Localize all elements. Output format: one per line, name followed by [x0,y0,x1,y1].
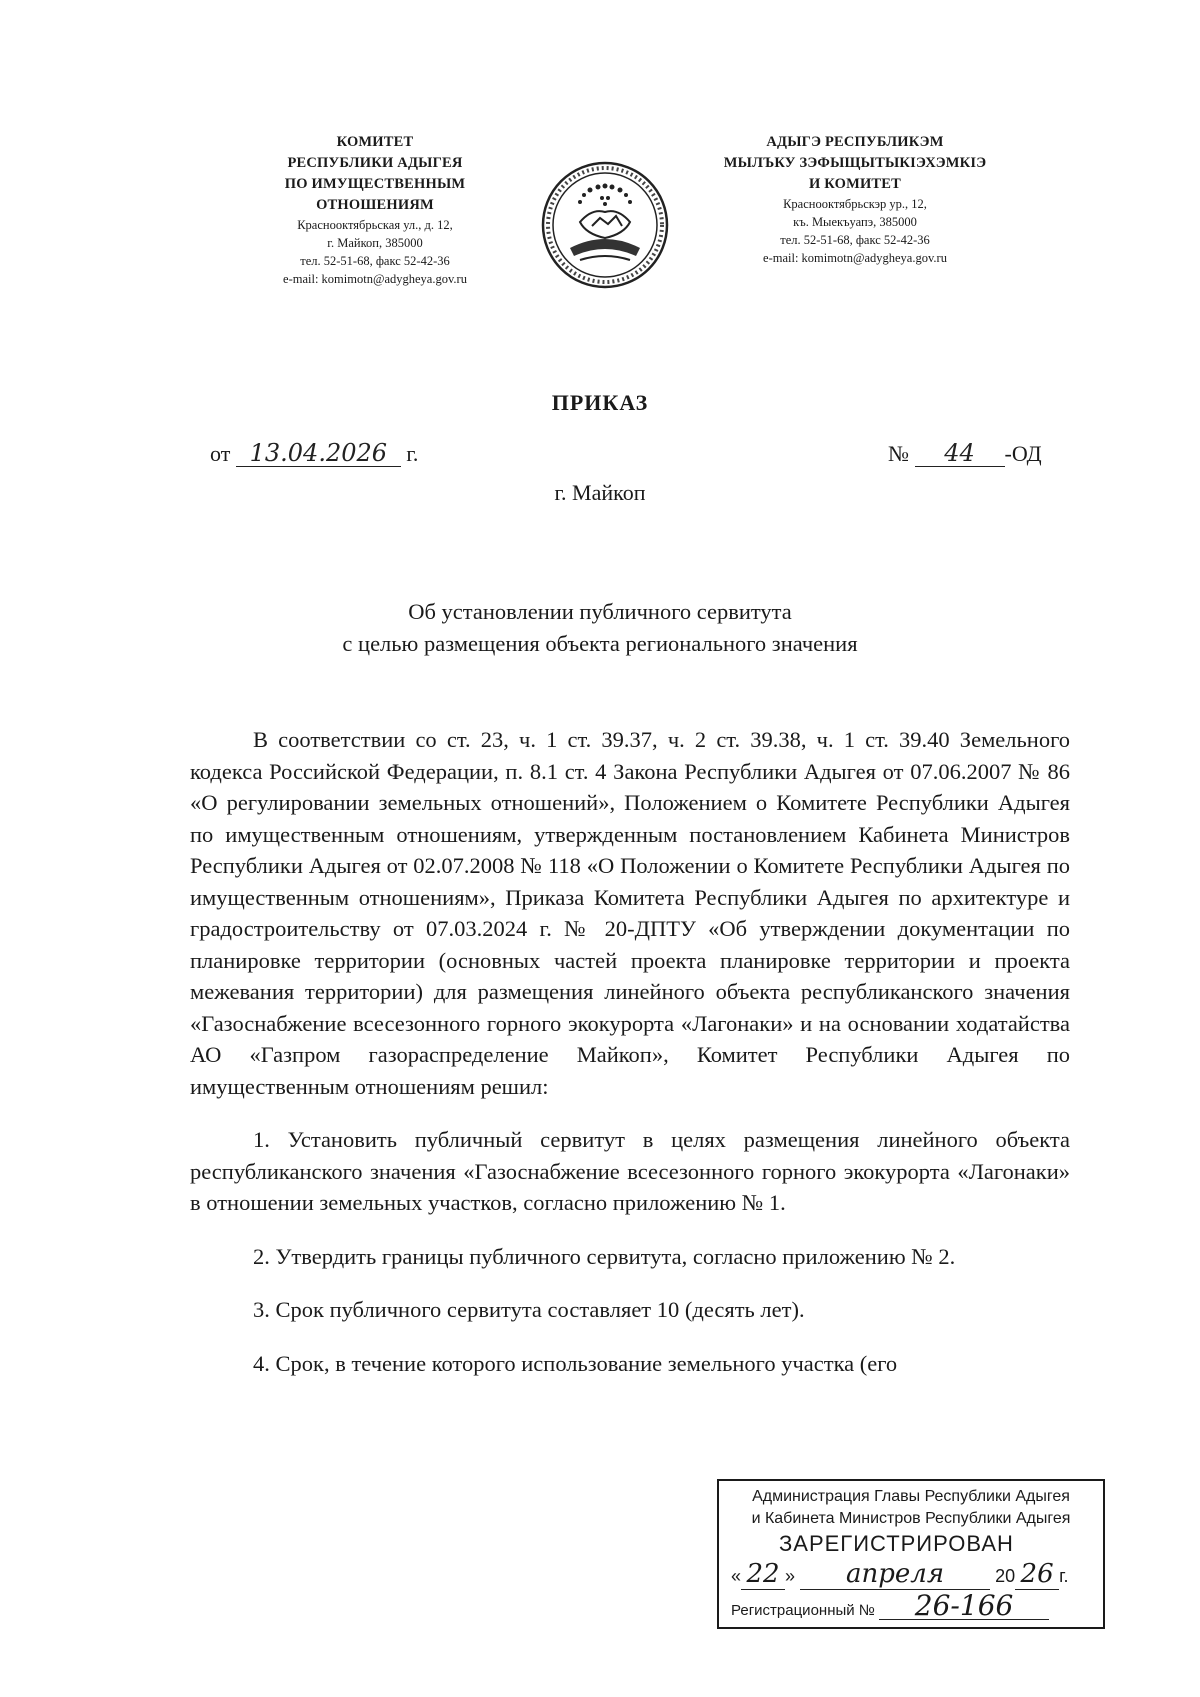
registration-stamp [717,1479,1105,1629]
stamp-year: 26 [1015,1559,1059,1590]
committee-address-ady: Краснооктябрьскэр ур., 12, къ. Мыекъуапэ, 385000 тел. 52-51-68, факс 52-42-36 e-mail: komimotn@adygheya.gov.ru [763,197,947,265]
stamp-month: апреля [800,1559,990,1590]
order-number-line: № 44 -ОД [888,439,1042,467]
order-body [190,724,1070,1379]
order-city: г. Майкоп [554,480,646,505]
preamble-paragraph: В соответствии со ст. 23, ч. 1 ст. 39.37, ч. 2 ст. 39.38, ч. 1 ст. 39.40 Земельного кодекса Российской Федерации, п. 8.1 ст. 4 Закона Республики Адыгея от 07.06.2007 № 86 «О регулировании земельных отношений», Положением о Комитете Республики Адыгея по имущественным отношениям, утвержденным постановлением Кабинета Министров Республики Адыгея от 02.07.2008 № 118 «О Положении о Комитете Республики Адыгея по имущественным отношениям», Приказа Комитета Республики Адыгея по архитектуре и градостроительству от 07.03.2024 г. № 20-ДПТУ «Об утверждении документации по планировке территории (основных частей проекта планировке территории и проекта межевания территории) для размещения линейного объекта республиканского значения «Газоснабжение всесезонного горного экокурорта «Лагонаки» и на основании ходатайства АО «Газпром газораспределение Майкоп», Комитет Республики Адыгея по имущественным отношениям решил: [190,727,1070,1099]
letterhead-right [700,132,1010,267]
committee-name-ady: АДЫГЭ РЕСПУБЛИКЭМ МЫЛЪКУ ЗЭФЫЩЫТЫКIЭХЭМКIЭ И КОМИТЕТ [723,134,987,192]
handwritten-number: 44 [915,440,1005,467]
committee-name-ru: КОМИТЕТ РЕСПУБЛИКИ АДЫГЕЯ ПО ИМУЩЕСТВЕННЫМ ОТНОШЕНИЯМ [284,134,466,213]
order-title: ПРИКАЗ [551,390,649,415]
order-date-line: от 13.04.2026 г. [210,439,419,467]
order-item-2: 2. Утвердить границы публичного сервитута, согласно приложению № 2. [253,1243,956,1269]
letterhead-left [225,132,525,288]
order-item-3: 3. Срок публичного сервитута составляет 10 (десять лет). [253,1297,805,1322]
committee-address-ru: Краснооктябрьская ул., д. 12, г. Майкоп, 385000 тел. 52-51-68, факс 52-42-36 e-mail: komimotn@adygheya.gov.ru [283,218,467,286]
order-item-4: 4. Срок, в течение которого использование земельного участка (его [253,1350,898,1376]
stamp-day: 22 [741,1559,785,1590]
coat-of-arms-icon [540,160,670,290]
handwritten-date: 13.04.2026 [236,440,401,467]
stamp-registration-number: Регистрационный № 26-166 [731,1593,1049,1620]
stamp-reg-number-handwritten: 26-166 [879,1593,1049,1620]
stamp-registered-label: ЗАРЕГИСТРИРОВАН [779,1531,1014,1556]
stamp-organization: Администрация Главы Республики Адыгея и Кабинета Министров Республики Адыгея [751,1488,1071,1527]
order-item-1: 1. Установить публичный сервитут в целях размещения линейного объекта республиканского значения «Газоснабжение всесезонного горного экокурорта «Лагонаки» в отношении земельных участков, согласно приложению № 1. [190,1127,1070,1215]
order-subject: Об установлении публичного сервитута с целью размещения объекта регионального значения [342,599,858,656]
stamp-date: « 22 » апреля 20 26 г. [731,1559,1069,1589]
